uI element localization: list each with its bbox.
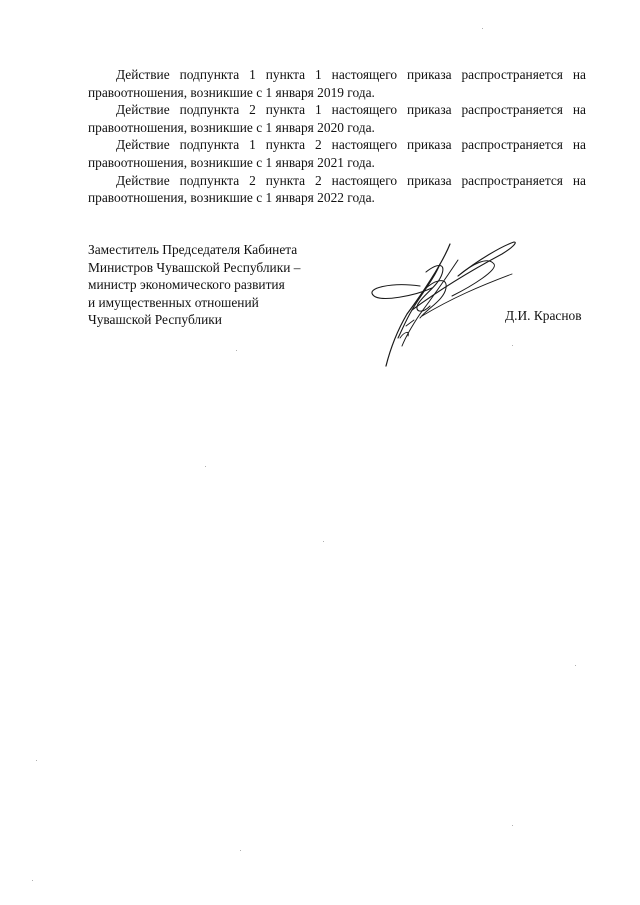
scan-speck bbox=[240, 850, 241, 851]
scan-speck bbox=[575, 665, 576, 666]
position-line-5: Чувашской Республики bbox=[88, 312, 222, 328]
signatory-position bbox=[88, 241, 328, 329]
position-line-2: Министров Чувашской Республики – bbox=[88, 259, 301, 275]
document-body bbox=[88, 66, 586, 207]
scan-speck bbox=[236, 350, 237, 351]
scan-speck bbox=[323, 541, 324, 542]
paragraph-3: Действие подпункта 1 пункта 2 настоящего приказа распространяется на правоотношения, возникшие с 1 января 2021 года. bbox=[88, 137, 586, 170]
scan-speck bbox=[512, 825, 513, 826]
paragraph-2: Действие подпункта 2 пункта 1 настоящего приказа распространяется на правоотношения, возникшие с 1 января 2020 года. bbox=[88, 102, 586, 135]
scan-speck bbox=[36, 760, 37, 761]
paragraph-1: Действие подпункта 1 пункта 1 настоящего приказа распространяется на правоотношения, возникшие с 1 января 2019 года. bbox=[88, 67, 586, 100]
paragraph-4: Действие подпункта 2 пункта 2 настоящего приказа распространяется на правоотношения, возникшие с 1 января 2022 года. bbox=[88, 172, 586, 206]
position-line-4: и имущественных отношений bbox=[88, 294, 259, 310]
signatory-name: Д.И. Краснов bbox=[505, 308, 582, 323]
position-line-3: министр экономического развития bbox=[88, 277, 285, 293]
scan-speck bbox=[482, 28, 483, 29]
scan-speck bbox=[512, 345, 513, 346]
scan-speck bbox=[32, 880, 33, 881]
position-line-1: Заместитель Председателя Кабинета bbox=[88, 242, 298, 257]
scan-speck bbox=[205, 466, 206, 467]
handwritten-signature-icon bbox=[362, 234, 522, 374]
